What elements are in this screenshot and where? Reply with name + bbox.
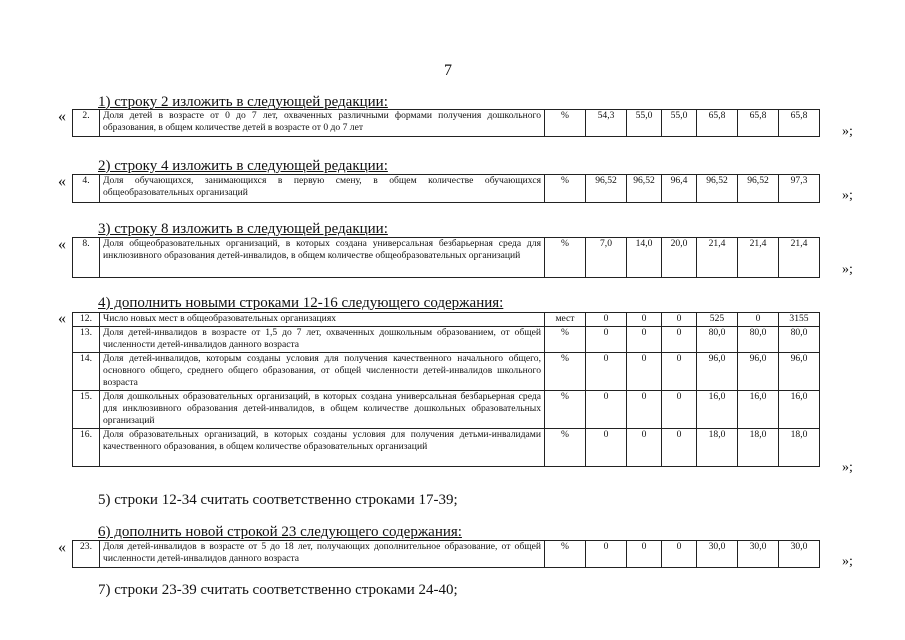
value-cell: 97,3 bbox=[779, 175, 820, 203]
section-4-table bbox=[72, 312, 820, 467]
value-cell: 65,8 bbox=[779, 110, 820, 137]
quote-open: « bbox=[58, 236, 66, 253]
row-number: 13. bbox=[73, 327, 100, 353]
unit: % bbox=[545, 391, 586, 429]
row-number: 4. bbox=[73, 175, 100, 203]
value-cell: 0 bbox=[662, 429, 697, 467]
value-cell: 96,52 bbox=[586, 175, 627, 203]
value-cell: 0 bbox=[586, 353, 627, 391]
value-cell: 0 bbox=[662, 353, 697, 391]
unit: % bbox=[545, 327, 586, 353]
section-3-table bbox=[72, 237, 820, 278]
quote-open: « bbox=[58, 310, 66, 327]
value-cell: 21,4 bbox=[738, 238, 779, 278]
table-row bbox=[73, 110, 820, 137]
value-cell: 0 bbox=[627, 429, 662, 467]
unit: % bbox=[545, 353, 586, 391]
table-row bbox=[73, 313, 820, 327]
value-cell: 0 bbox=[586, 327, 627, 353]
value-cell: 96,0 bbox=[779, 353, 820, 391]
value-cell: 21,4 bbox=[779, 238, 820, 278]
unit: мест bbox=[545, 313, 586, 327]
unit: % bbox=[545, 238, 586, 278]
value-cell: 525 bbox=[697, 313, 738, 327]
value-cell: 55,0 bbox=[662, 110, 697, 137]
value-cell: 0 bbox=[662, 391, 697, 429]
section-2-table bbox=[72, 174, 820, 203]
page-number: 7 bbox=[444, 62, 452, 79]
indicator-name: Доля детей-инвалидов, которым созданы условия для получения качественного начального общего, основного общего, среднего общего образования, от общей численности детей-инвалидов школьного возраста bbox=[100, 353, 545, 391]
quote-close: »; bbox=[842, 188, 853, 203]
quote-close: »; bbox=[842, 124, 853, 139]
value-cell: 30,0 bbox=[779, 541, 820, 568]
table-row bbox=[73, 238, 820, 278]
row-number: 12. bbox=[73, 313, 100, 327]
indicator-name: Доля детей-инвалидов в возрасте от 1,5 до 7 лет, охваченных дошкольным образованием, от общей численности детей-инвалидов данного возраста bbox=[100, 327, 545, 353]
value-cell: 21,4 bbox=[697, 238, 738, 278]
value-cell: 0 bbox=[586, 391, 627, 429]
quote-open: « bbox=[58, 539, 66, 556]
value-cell: 0 bbox=[738, 313, 779, 327]
section-2-heading: 2) строку 4 изложить в следующей редакции: bbox=[98, 158, 388, 174]
value-cell: 0 bbox=[627, 327, 662, 353]
value-cell: 30,0 bbox=[738, 541, 779, 568]
value-cell: 0 bbox=[586, 313, 627, 327]
value-cell: 0 bbox=[586, 429, 627, 467]
quote-close: »; bbox=[842, 554, 853, 569]
value-cell: 16,0 bbox=[779, 391, 820, 429]
value-cell: 30,0 bbox=[697, 541, 738, 568]
quote-open: « bbox=[58, 173, 66, 190]
section-1-heading: 1) строку 2 изложить в следующей редакции: bbox=[98, 94, 388, 110]
section-5-text: 5) строки 12-34 считать соответственно строками 17-39; bbox=[98, 492, 458, 508]
row-number: 8. bbox=[73, 238, 100, 278]
row-number: 23. bbox=[73, 541, 100, 568]
section-3-heading: 3) строку 8 изложить в следующей редакции: bbox=[98, 221, 388, 237]
value-cell: 16,0 bbox=[738, 391, 779, 429]
value-cell: 65,8 bbox=[697, 110, 738, 137]
table-row bbox=[73, 175, 820, 203]
value-cell: 54,3 bbox=[586, 110, 627, 137]
indicator-name: Доля общеобразовательных организаций, в которых создана универсальная безбарьерная среда для инклюзивного образования детей-инвалидов, в общем количестве общеобразовательных организаций bbox=[100, 238, 545, 278]
value-cell: 96,0 bbox=[697, 353, 738, 391]
value-cell: 55,0 bbox=[627, 110, 662, 137]
unit: % bbox=[545, 541, 586, 568]
value-cell: 0 bbox=[662, 327, 697, 353]
quote-open: « bbox=[58, 108, 66, 125]
section-1-table bbox=[72, 109, 820, 137]
value-cell: 14,0 bbox=[627, 238, 662, 278]
value-cell: 0 bbox=[662, 313, 697, 327]
value-cell: 20,0 bbox=[662, 238, 697, 278]
value-cell: 80,0 bbox=[738, 327, 779, 353]
table-row bbox=[73, 353, 820, 391]
value-cell: 80,0 bbox=[697, 327, 738, 353]
value-cell: 96,52 bbox=[627, 175, 662, 203]
value-cell: 18,0 bbox=[779, 429, 820, 467]
value-cell: 80,0 bbox=[779, 327, 820, 353]
quote-close: »; bbox=[842, 460, 853, 475]
value-cell: 0 bbox=[586, 541, 627, 568]
section-4-heading: 4) дополнить новыми строками 12-16 следующего содержания: bbox=[98, 295, 504, 311]
value-cell: 0 bbox=[627, 353, 662, 391]
value-cell: 0 bbox=[662, 541, 697, 568]
indicator-name: Доля дошкольных образовательных организаций, в которых создана универсальная безбарьерная среда для инклюзивного образования детей-инвалидов, в общем количестве дошкольных образовательных организаций bbox=[100, 391, 545, 429]
value-cell: 96,52 bbox=[738, 175, 779, 203]
quote-close: »; bbox=[842, 262, 853, 277]
value-cell: 96,4 bbox=[662, 175, 697, 203]
table-row bbox=[73, 391, 820, 429]
value-cell: 65,8 bbox=[738, 110, 779, 137]
section-6-table bbox=[72, 540, 820, 568]
value-cell: 3155 bbox=[779, 313, 820, 327]
indicator-name: Число новых мест в общеобразовательных организациях bbox=[100, 313, 545, 327]
unit: % bbox=[545, 175, 586, 203]
value-cell: 0 bbox=[627, 313, 662, 327]
section-6-heading: 6) дополнить новой строкой 23 следующего содержания: bbox=[98, 524, 462, 540]
row-number: 2. bbox=[73, 110, 100, 137]
row-number: 16. bbox=[73, 429, 100, 467]
section-7-text: 7) строки 23-39 считать соответственно строками 24-40; bbox=[98, 582, 458, 598]
indicator-name: Доля обучающихся, занимающихся в первую смену, в общем количестве обучающихся общеобразовательных организаций bbox=[100, 175, 545, 203]
value-cell: 0 bbox=[627, 391, 662, 429]
value-cell: 18,0 bbox=[697, 429, 738, 467]
value-cell: 7,0 bbox=[586, 238, 627, 278]
row-number: 15. bbox=[73, 391, 100, 429]
indicator-name: Доля образовательных организаций, в которых созданы условия для получения детьми-инвалидами качественного образования, в общем количестве образовательных организаций bbox=[100, 429, 545, 467]
value-cell: 18,0 bbox=[738, 429, 779, 467]
unit: % bbox=[545, 429, 586, 467]
indicator-name: Доля детей-инвалидов в возрасте от 5 до 18 лет, получающих дополнительное образование, от общей численности детей-инвалидов данного возраста bbox=[100, 541, 545, 568]
value-cell: 96,52 bbox=[697, 175, 738, 203]
table-row bbox=[73, 541, 820, 568]
indicator-name: Доля детей в возрасте от 0 до 7 лет, охваченных различными формами получения дошкольного образования, в общем количестве детей в возрасте от 0 до 7 лет bbox=[100, 110, 545, 137]
value-cell: 96,0 bbox=[738, 353, 779, 391]
table-row bbox=[73, 327, 820, 353]
value-cell: 16,0 bbox=[697, 391, 738, 429]
unit: % bbox=[545, 110, 586, 137]
table-row bbox=[73, 429, 820, 467]
row-number: 14. bbox=[73, 353, 100, 391]
value-cell: 0 bbox=[627, 541, 662, 568]
